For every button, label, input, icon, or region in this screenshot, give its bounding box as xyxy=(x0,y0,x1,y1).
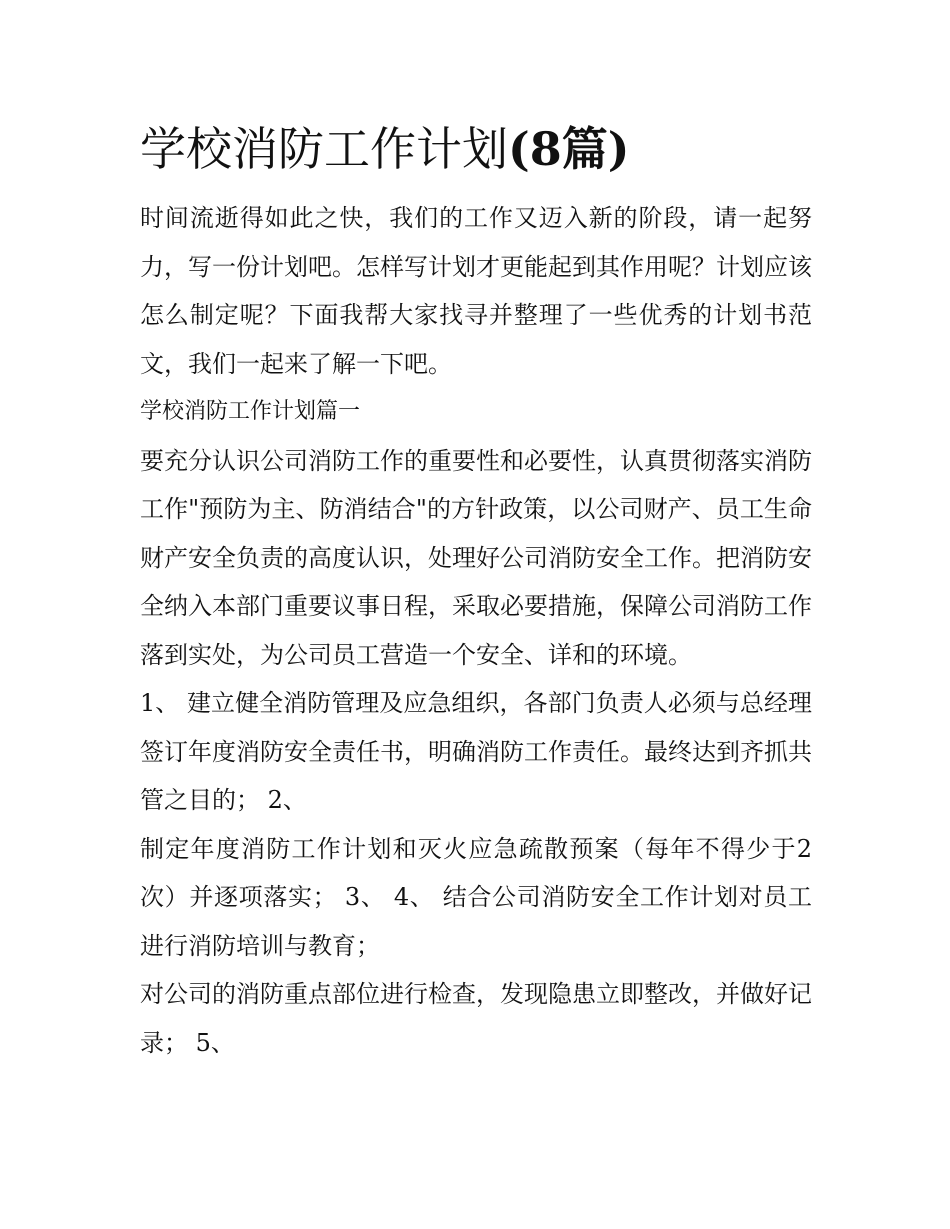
body-paragraph: 要充分认识公司消防工作的重要性和必要性，认真贯彻落实消防工作"预防为主、防消结合"的方针政策，以公司财产、员工生命财产安全负责的高度认识，处理好公司消防安全工作。把消防安全纳入本部门重要议事日程，采取必要措施，保障公司消防工作落到实处，为公司员工营造一个安全、详和的环境。 xyxy=(140,446,812,669)
title-main: 学校消防工作计划 xyxy=(140,122,508,176)
intro-paragraph: 时间流逝得如此之快，我们的工作又迈入新的阶段，请一起努力，写一份计划吧。怎样写计划才更能起到其作用呢？计划应该怎么制定呢？下面我帮大家找寻并整理了一些优秀的计划书范文，我们一起来了解一下吧。 xyxy=(140,204,812,378)
list-item-3: 对公司的消防重点部位进行检查，发现隐患立即整改，并做好记录； 5、 xyxy=(140,980,812,1057)
title-suffix: (8篇) xyxy=(508,122,630,176)
list-item-1: 1、 建立健全消防管理及应急组织，各部门负责人必须与总经理签订年度消防安全责任书，明确消防工作责任。最终达到齐抓共管之目的； 2、 xyxy=(140,689,812,814)
document-title xyxy=(140,118,812,180)
section-heading: 学校消防工作计划篇一 xyxy=(140,399,361,424)
document-content xyxy=(140,118,812,1067)
list-item-2: 制定年度消防工作计划和灭火应急疏散预案（每年不得少于2次）并逐项落实； 3、 4、 结合公司消防安全工作计划对员工进行消防培训与教育； xyxy=(140,834,812,960)
